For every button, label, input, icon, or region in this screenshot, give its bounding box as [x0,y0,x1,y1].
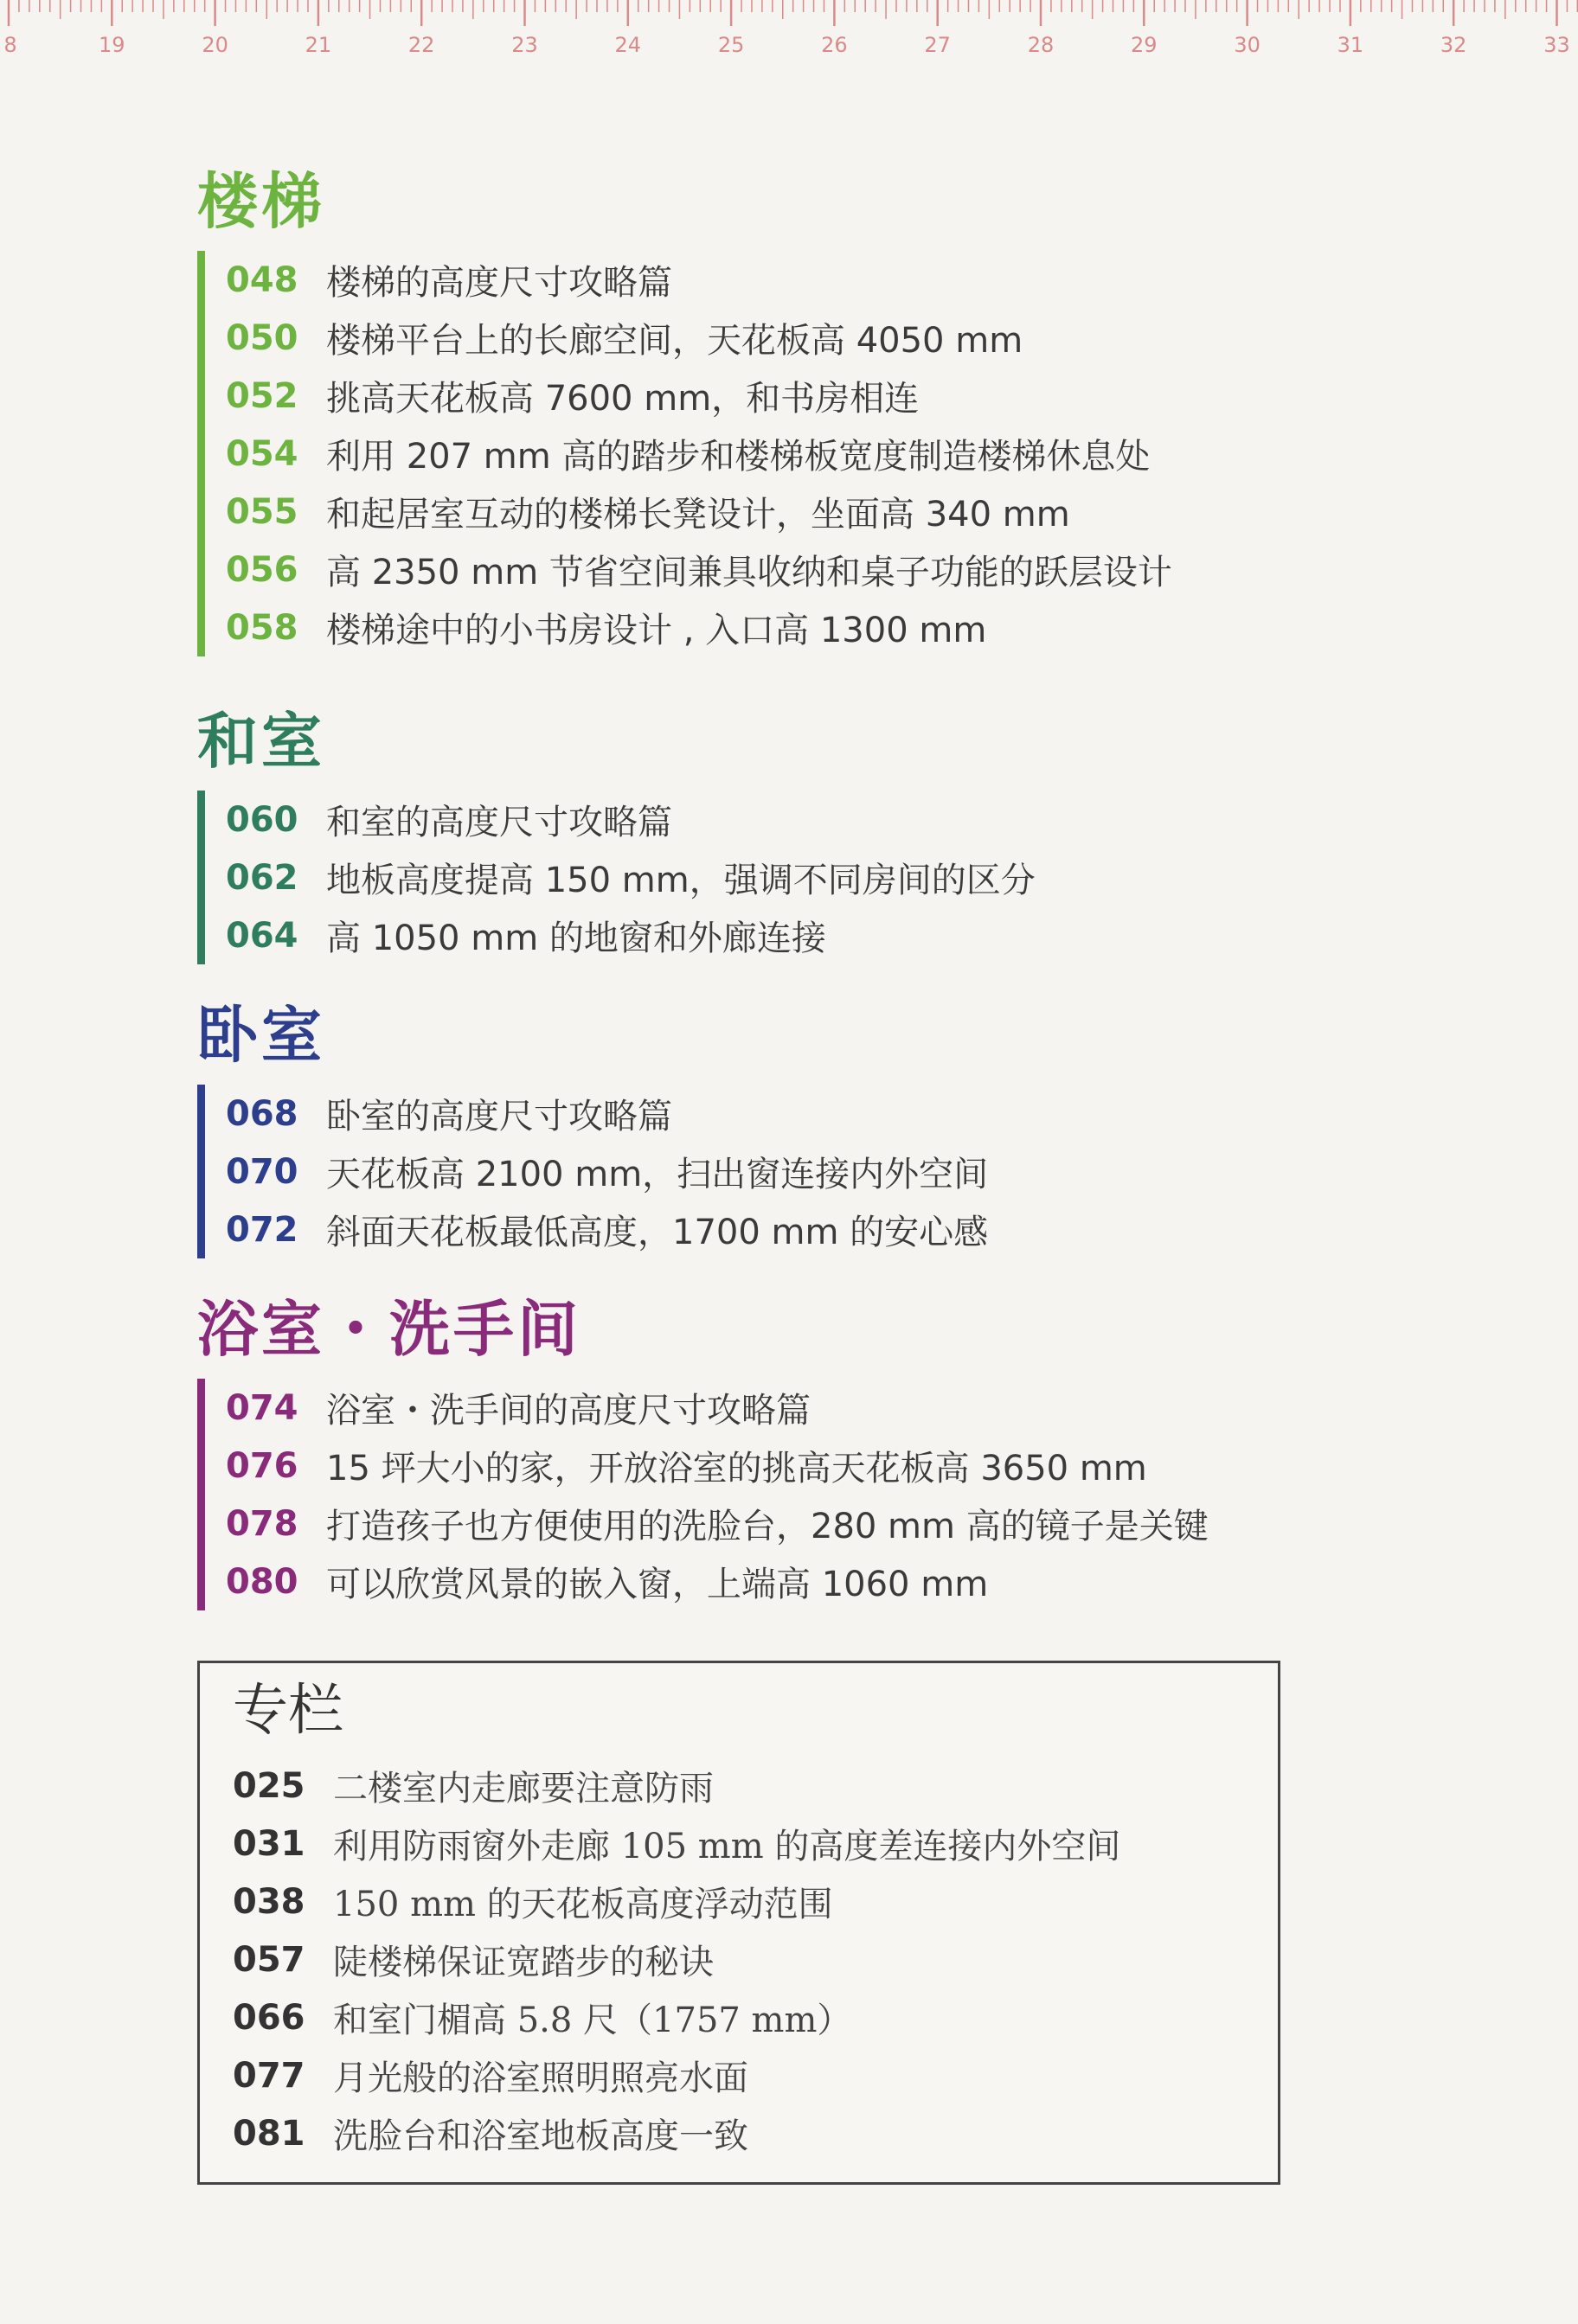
ruler-label: 20 [202,33,228,57]
page-number: 068 [226,1093,298,1134]
page-number: 081 [233,2113,305,2154]
page-number: 072 [226,1209,298,1250]
ruler-label: 21 [305,33,332,57]
entry-title: 打造孩子也方便使用的洗脸台，280 mm 高的镜子是关键 [326,1507,1209,1546]
toc-entry[interactable] [226,1085,988,1143]
ruler-label: 26 [821,33,848,57]
column-entry[interactable] [233,2046,1278,2104]
toc-entry[interactable] [226,1437,1209,1495]
toc-entry[interactable] [226,309,1172,367]
entry-title: 利用 207 mm 高的踏步和楼梯板宽度制造楼梯休息处 [326,437,1151,477]
toc-entry[interactable] [226,906,1036,964]
section-title: 卧室 [197,1000,325,1071]
entry-title: 高 2350 mm 节省空间兼具收纳和桌子功能的跃层设计 [326,553,1172,592]
section-bedroom [197,1000,989,1258]
section-japanese-room [197,706,1036,964]
entry-title: 天花板高 2100 mm，扫出窗连接内外空间 [326,1155,989,1194]
column-title: 专栏 [233,1679,343,1743]
toc-entry[interactable] [226,791,1036,848]
page-number: 062 [226,857,298,898]
column-entry[interactable] [233,1815,1278,1873]
section-title: 楼梯 [197,166,325,237]
page-number: 052 [226,375,298,416]
ruler-label: 27 [924,33,951,57]
page-number: 080 [226,1561,298,1602]
page-number: 048 [226,259,298,300]
ruler-label: 29 [1131,33,1158,57]
entry-title: 斜面天花板最低高度，1700 mm 的安心感 [326,1213,989,1252]
entry-list [197,251,1172,656]
section-bathroom [197,1294,1209,1610]
page-number: 078 [226,1503,298,1544]
entry-title: 洗脸台和浴室地板高度一致 [333,2116,748,2156]
page-number: 060 [226,799,298,840]
entry-title: 利用防雨窗外走廊 105 mm 的高度差连接内外空间 [333,1827,1121,1866]
entry-title: 二楼室内走廊要注意防雨 [333,1769,714,1809]
toc-entry[interactable] [226,1143,988,1200]
toc-entry[interactable] [226,251,1172,309]
ruler-label: 30 [1234,33,1260,57]
toc-entry[interactable] [226,848,1036,906]
ruler-label: 32 [1440,33,1467,57]
column-box [197,1661,1280,2185]
ruler [0,0,1578,78]
entry-list [197,1085,988,1258]
entry-title: 可以欣赏风景的嵌入窗，上端高 1060 mm [326,1565,989,1604]
toc-entry[interactable] [226,599,1172,656]
entry-title: 和室门楣高 5.8 尺（1757 mm） [333,2001,852,2040]
page-number: 066 [233,1997,305,2038]
entry-list [197,1379,1209,1610]
entry-title: 和室的高度尺寸攻略篇 [326,803,672,842]
entry-title: 楼梯平台上的长廊空间，天花板高 4050 mm [326,321,1023,361]
ruler-label: 24 [614,33,642,57]
page-number: 054 [226,433,298,474]
ruler-label: 19 [99,33,125,57]
page-number: 058 [226,607,298,648]
page-number: 077 [233,2055,305,2096]
toc-entry[interactable] [226,1200,988,1258]
entry-title: 楼梯途中的小书房设计 , 入口高 1300 mm [326,611,987,650]
ruler-ticks [0,0,1578,31]
column-entry[interactable] [233,1757,1278,1815]
toc-entry[interactable] [226,1495,1209,1553]
page-number: 070 [226,1151,298,1192]
toc-entry[interactable] [226,367,1172,425]
ruler-label: 22 [407,33,435,57]
ruler-label: 23 [511,33,538,57]
ruler-label: 31 [1337,33,1364,57]
section-title: 和室 [197,706,325,777]
entry-title: 地板高度提高 150 mm，强调不同房间的区分 [326,861,1036,900]
column-entry[interactable] [233,1873,1278,1930]
entry-title: 和起居室互动的楼梯长凳设计，坐面高 340 mm [326,495,1070,535]
ruler-label: 33 [1543,33,1570,57]
column-entry[interactable] [233,1988,1278,2046]
page-number: 025 [233,1765,305,1806]
page-number: 038 [233,1881,305,1922]
page-number: 064 [226,915,298,956]
page-number: 055 [226,491,298,532]
entry-title: 挑高天花板高 7600 mm，和书房相连 [326,379,920,419]
column-entry[interactable] [233,1930,1278,1988]
page-number: 057 [233,1939,305,1980]
ruler-label: 25 [717,33,745,57]
entry-title: 15 坪大小的家，开放浴室的挑高天花板高 3650 mm [326,1449,1147,1489]
entry-list [197,791,1036,964]
section-title: 浴室・洗手间 [197,1294,581,1365]
section-stairs [197,166,1172,656]
column-entry[interactable] [233,2104,1278,2162]
page-number: 050 [226,317,298,358]
page-number: 074 [226,1387,298,1428]
entry-title: 高 1050 mm 的地窗和外廊连接 [326,919,826,958]
entry-title: 150 mm 的天花板高度浮动范围 [333,1885,833,1924]
entry-title: 浴室・洗手间的高度尺寸攻略篇 [326,1391,811,1431]
ruler-label: 8 [3,33,17,57]
entry-title: 月光般的浴室照明照亮水面 [333,2058,748,2098]
toc-entry[interactable] [226,483,1172,541]
toc-entry[interactable] [226,1553,1209,1610]
toc-entry[interactable] [226,541,1172,599]
page-number: 056 [226,549,298,590]
page-number: 076 [226,1445,298,1486]
entry-title: 卧室的高度尺寸攻略篇 [326,1097,672,1136]
page-number: 031 [233,1823,305,1864]
entry-title: 陡楼梯保证宽踏步的秘诀 [333,1943,714,1982]
ruler-label: 28 [1027,33,1055,57]
toc-entry[interactable] [226,425,1172,483]
toc-entry[interactable] [226,1379,1209,1437]
entry-title: 楼梯的高度尺寸攻略篇 [326,263,672,303]
